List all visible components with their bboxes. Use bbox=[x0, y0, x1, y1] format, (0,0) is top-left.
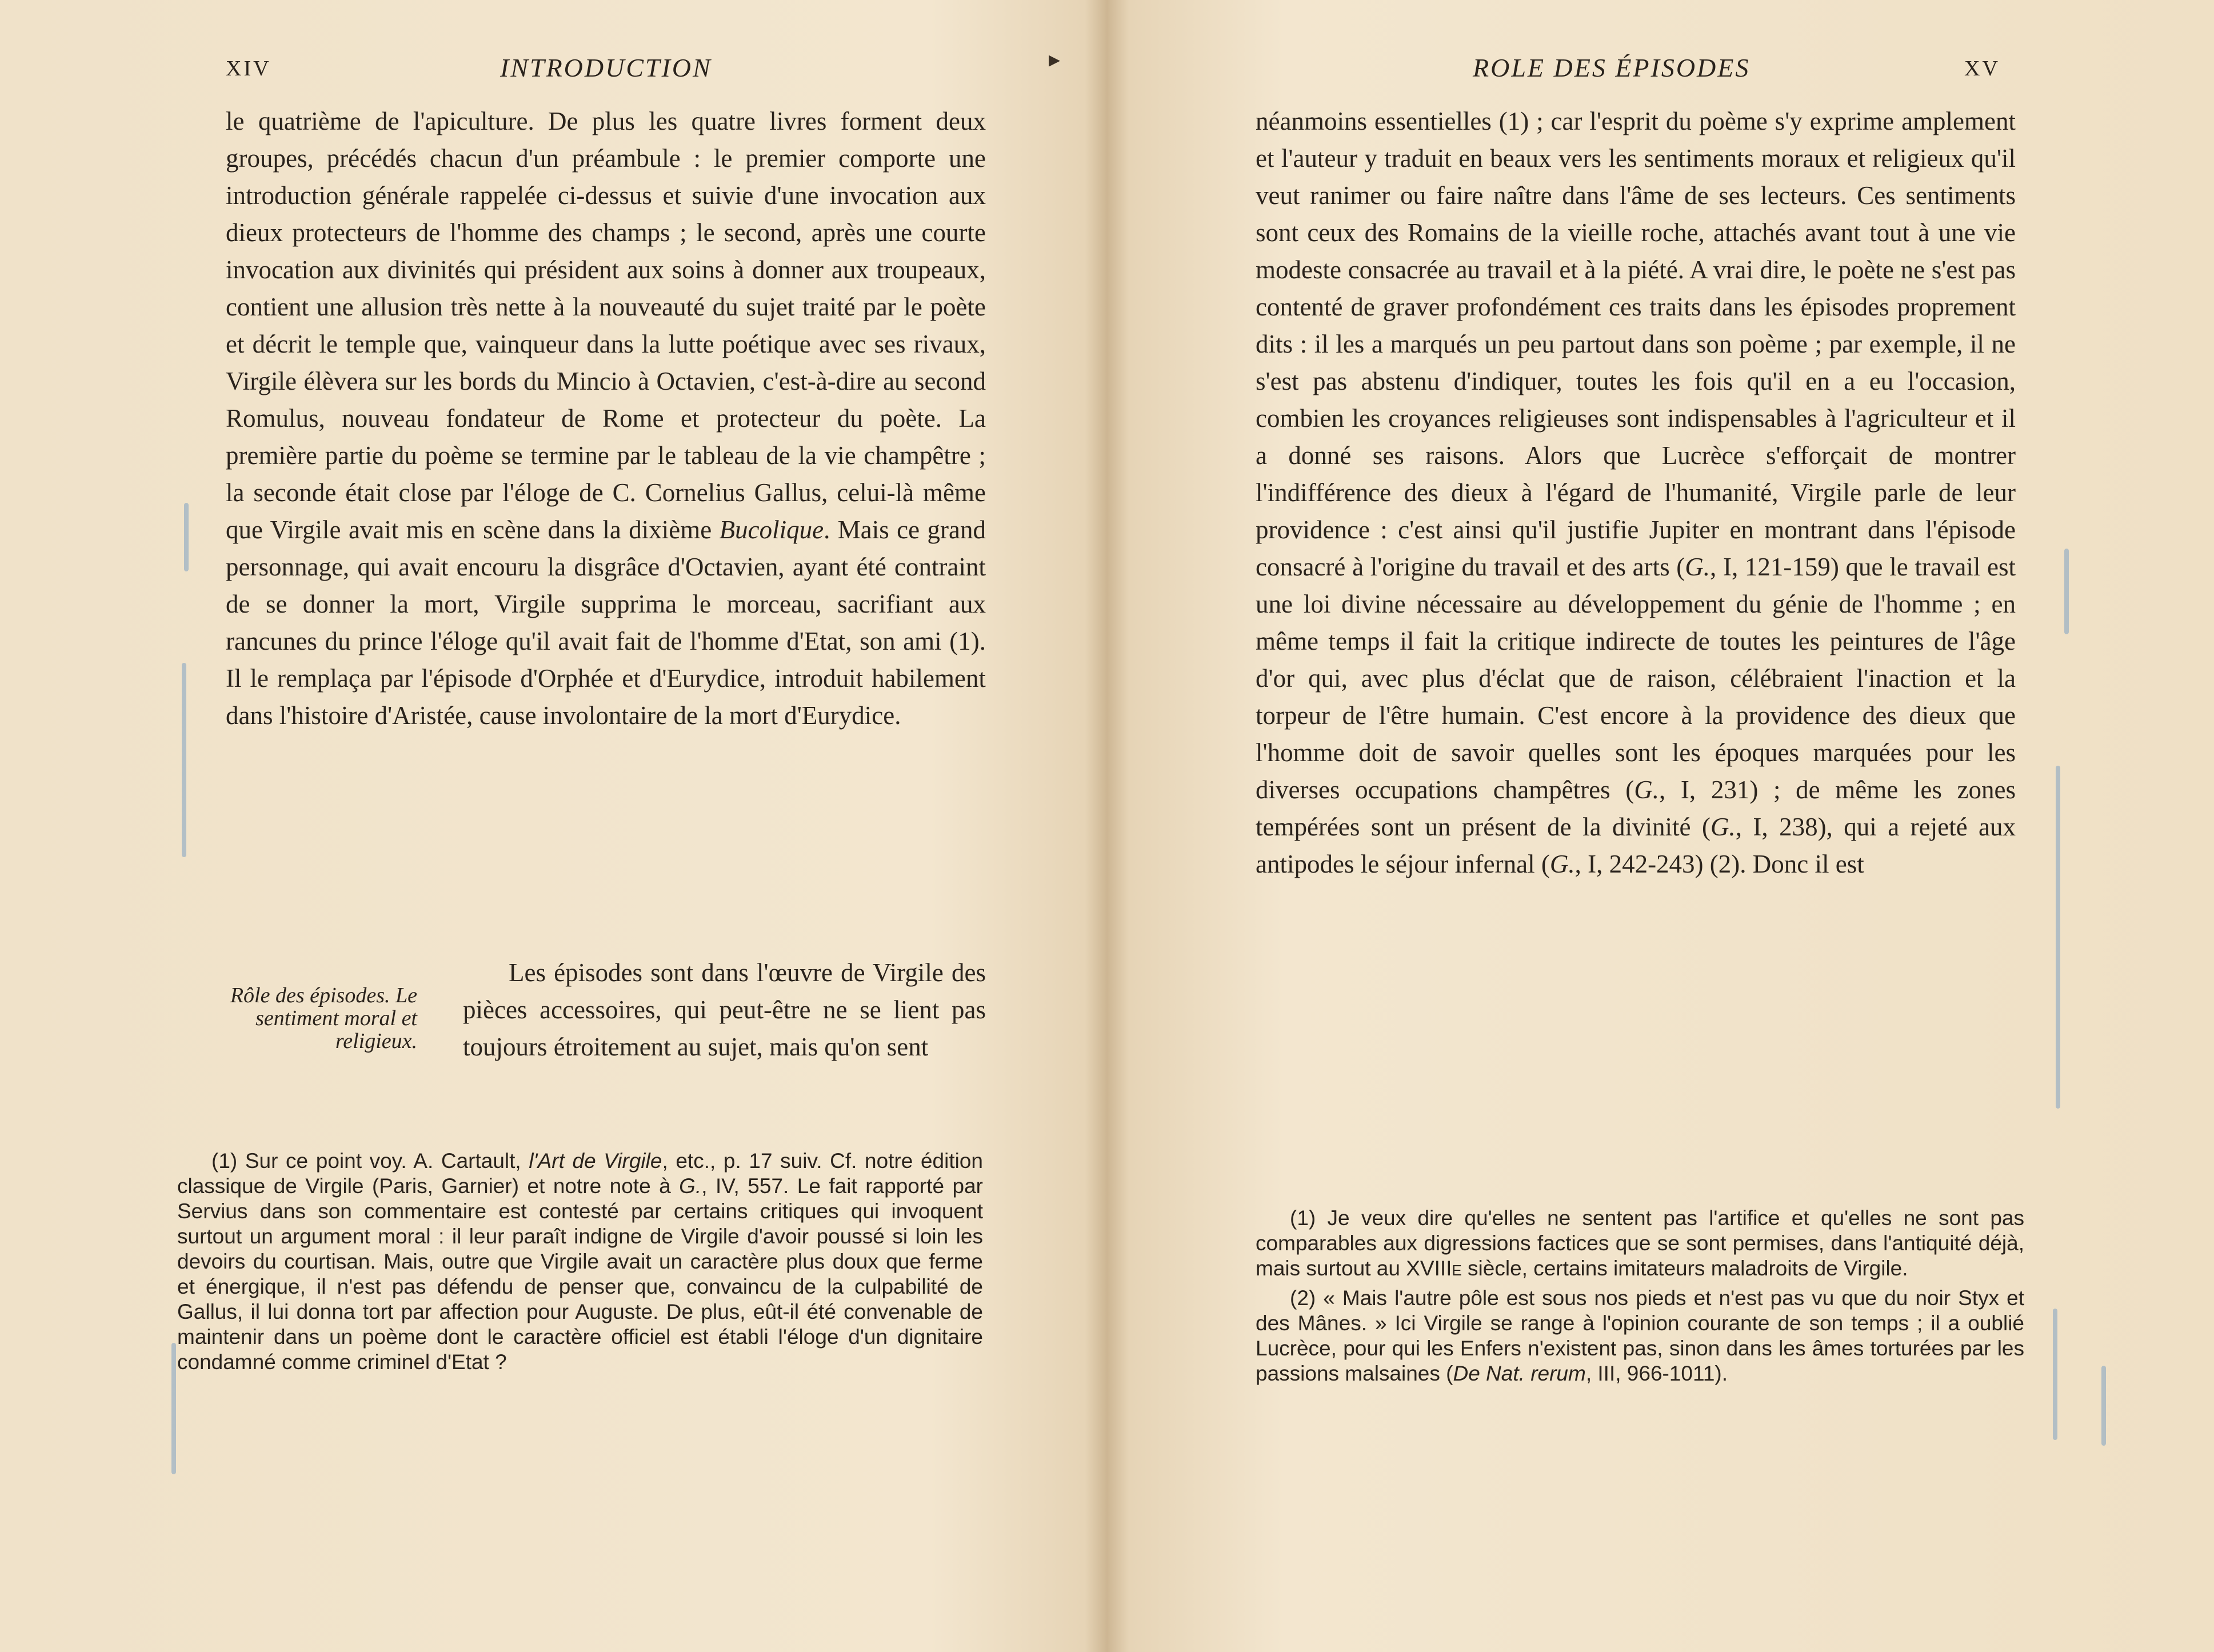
right-footnote-1: (1) Je veux dire qu'elles ne sentent pas l'artifice et qu'elles ne sont pas comparables aux digressions factices que se sont permises, dans l'antiquité déjà, mais surtout au XVIIIe siècle, certains imitateurs maladroits de Virgile. bbox=[1256, 1206, 2024, 1280]
right-paragraph-1: néanmoins essentielles (1) ; car l'esprit du poème s'y exprime amplement et l'auteur y traduit en beaux vers les sentiments moraux et religieux qu'il veut ranimer ou faire naître dans l'âme de ses lecteurs. Ces sentiments sont ceux des Romains de la vieille roche, attachés avant tout à une vie modeste consacrée au travail et à la piété. A vrai dire, le poète ne s'est pas contenté de graver profondément ces traits dans les épisodes proprement dits : il les a marqués un peu partout dans son poème ; par exemple, il ne s'est pas abstenu d'indiquer, toutes les fois qu'il en a eu l'occasion, combien les croyances religieuses sont indispensables à l'agriculteur et il a donné ses raisons. Alors que Lucrèce s'efforçait de montrer l'indifférence des dieux à l'égard de l'humanité, Virgile parle de leur providence : c'est ainsi qu'il justifie Jupiter en montrant dans l'épisode consacré à l'origine du travail et des arts (G., I, 121-159) que le travail est une loi divine nécessaire au développement du génie de l'homme ; en même temps il fait la critique indirecte de toutes les peintures de l'âge d'or qui, avec plus d'éclat que de raison, célébraient l'inaction et la torpeur de l'être humain. C'est encore à la providence des dieux que l'homme doit de savoir quelles sont les époques marquées pour les diverses occupations champêtres (G., I, 231) ; de même les zones tempérées sont un présent de la divinité (G., I, 238), qui a rejeté aux antipodes le séjour infernal (G., I, 242-243) (2). Donc il est bbox=[1256, 107, 2016, 878]
left-paragraph-1: le quatrième de l'apiculture. De plus les quatre livres forment deux groupes, précédés chacun d'un préambule : le premier comporte une introduction générale rappelée ci-dessus et suivie d'une invocation aux dieux protecteurs de l'homme des champs ; le second, après une courte invocation aux divinités qui président aux soins à donner aux troupeaux, contient une allusion très nette à la nouveauté du sujet traité par le poète et décrit le temple que, vainqueur dans la lutte poétique avec ses rivaux, Virgile élèvera sur les bords du Mincio à Octavien, c'est-à-dire au second Romulus, nouveau fondateur de Rome et protecteur du poète. La première partie du poème se termine par le tableau de la vie champêtre ; la seconde était close par l'éloge de C. Cornelius Gallus, celui-là même que Virgile avait mis en scène dans la dixième Bucolique. Mais ce grand personnage, qui avait encouru la disgrâce d'Octavien, ayant été contraint de se donner la mort, Virgile supprima le morceau, sacrifiant aux rancunes du prince l'éloge qu'il avait fait de l'homme d'Etat, son ami (1). Il le remplaça par l'épisode d'Orphée et d'Eurydice, introduit habilement dans l'histoire d'Aristée, cause involontaire de la mort d'Eurydice. bbox=[226, 107, 986, 730]
ink-mark-top: ▸ bbox=[1049, 46, 1061, 72]
right-folio: XV bbox=[1964, 57, 2000, 81]
pencil-mark-right-2 bbox=[2056, 766, 2060, 1109]
right-running-title: ROLE DES ÉPISODES bbox=[1473, 53, 1751, 82]
margin-sidenote: Rôle des épisodes. Le sentiment moral et religieux. bbox=[230, 983, 417, 1053]
pencil-mark-left-2 bbox=[182, 663, 186, 857]
left-running-head bbox=[226, 53, 986, 93]
right-running-head bbox=[1256, 53, 2016, 93]
pencil-mark-left-1 bbox=[184, 503, 189, 571]
pencil-mark-left-3 bbox=[171, 1343, 176, 1474]
right-page bbox=[1107, 0, 2214, 1652]
left-folio: XIV bbox=[226, 57, 271, 81]
right-footnote-2: (2) « Mais l'autre pôle est sous nos pieds et n'est pas vu que du noir Styx et des Mânes. » Ici Virgile se range à l'opinion courante de son temps ; il a oublié Lucrèce, pour qui les Enfers n'existent pas, sinon dans les âmes torturées par les passions malsaines (De Nat. rerum, III, 966-1011). bbox=[1256, 1286, 2024, 1385]
pencil-mark-right-1 bbox=[2064, 549, 2069, 634]
pencil-mark-right-4 bbox=[2101, 1366, 2106, 1446]
right-footnotes bbox=[1256, 1206, 2024, 1391]
left-body-text bbox=[226, 103, 986, 734]
left-footnotes bbox=[177, 1149, 983, 1379]
left-running-title: INTRODUCTION bbox=[500, 53, 712, 82]
left-paragraph-2: Les épisodes sont dans l'œuvre de Virgile des pièces accessoires, qui peut-être ne se lient pas toujours étroitement au sujet, mais qu'on sent bbox=[463, 958, 986, 1061]
left-footnote-1: (1) Sur ce point voy. A. Cartault, l'Art de Virgile, etc., p. 17 suiv. Cf. notre édition classique de Virgile (Paris, Garnier) et notre note à G., IV, 557. Le fait rapporté par Servius dans son commentaire est contesté par certains critiques qui invoquent surtout un argument moral : il leur paraît indigne de Virgile d'avoir poussé si loin les devoirs du courtisan. Mais, outre que Virgile avait un caractère plus doux que ferme et énergique, il n'est pas défendu de penser que, convaincu de la culpabilité de Gallus, il lui donna tort par affection pour Auguste. De plus, eût-il été convenable de maintenir dans un poème dont le caractère officiel est établi l'éloge d'un dignitaire condamné comme criminel d'Etat ? bbox=[177, 1149, 983, 1374]
italic-bucolique: Bucolique bbox=[719, 515, 824, 544]
right-body-text bbox=[1256, 103, 2016, 883]
pencil-mark-right-3 bbox=[2053, 1309, 2057, 1440]
